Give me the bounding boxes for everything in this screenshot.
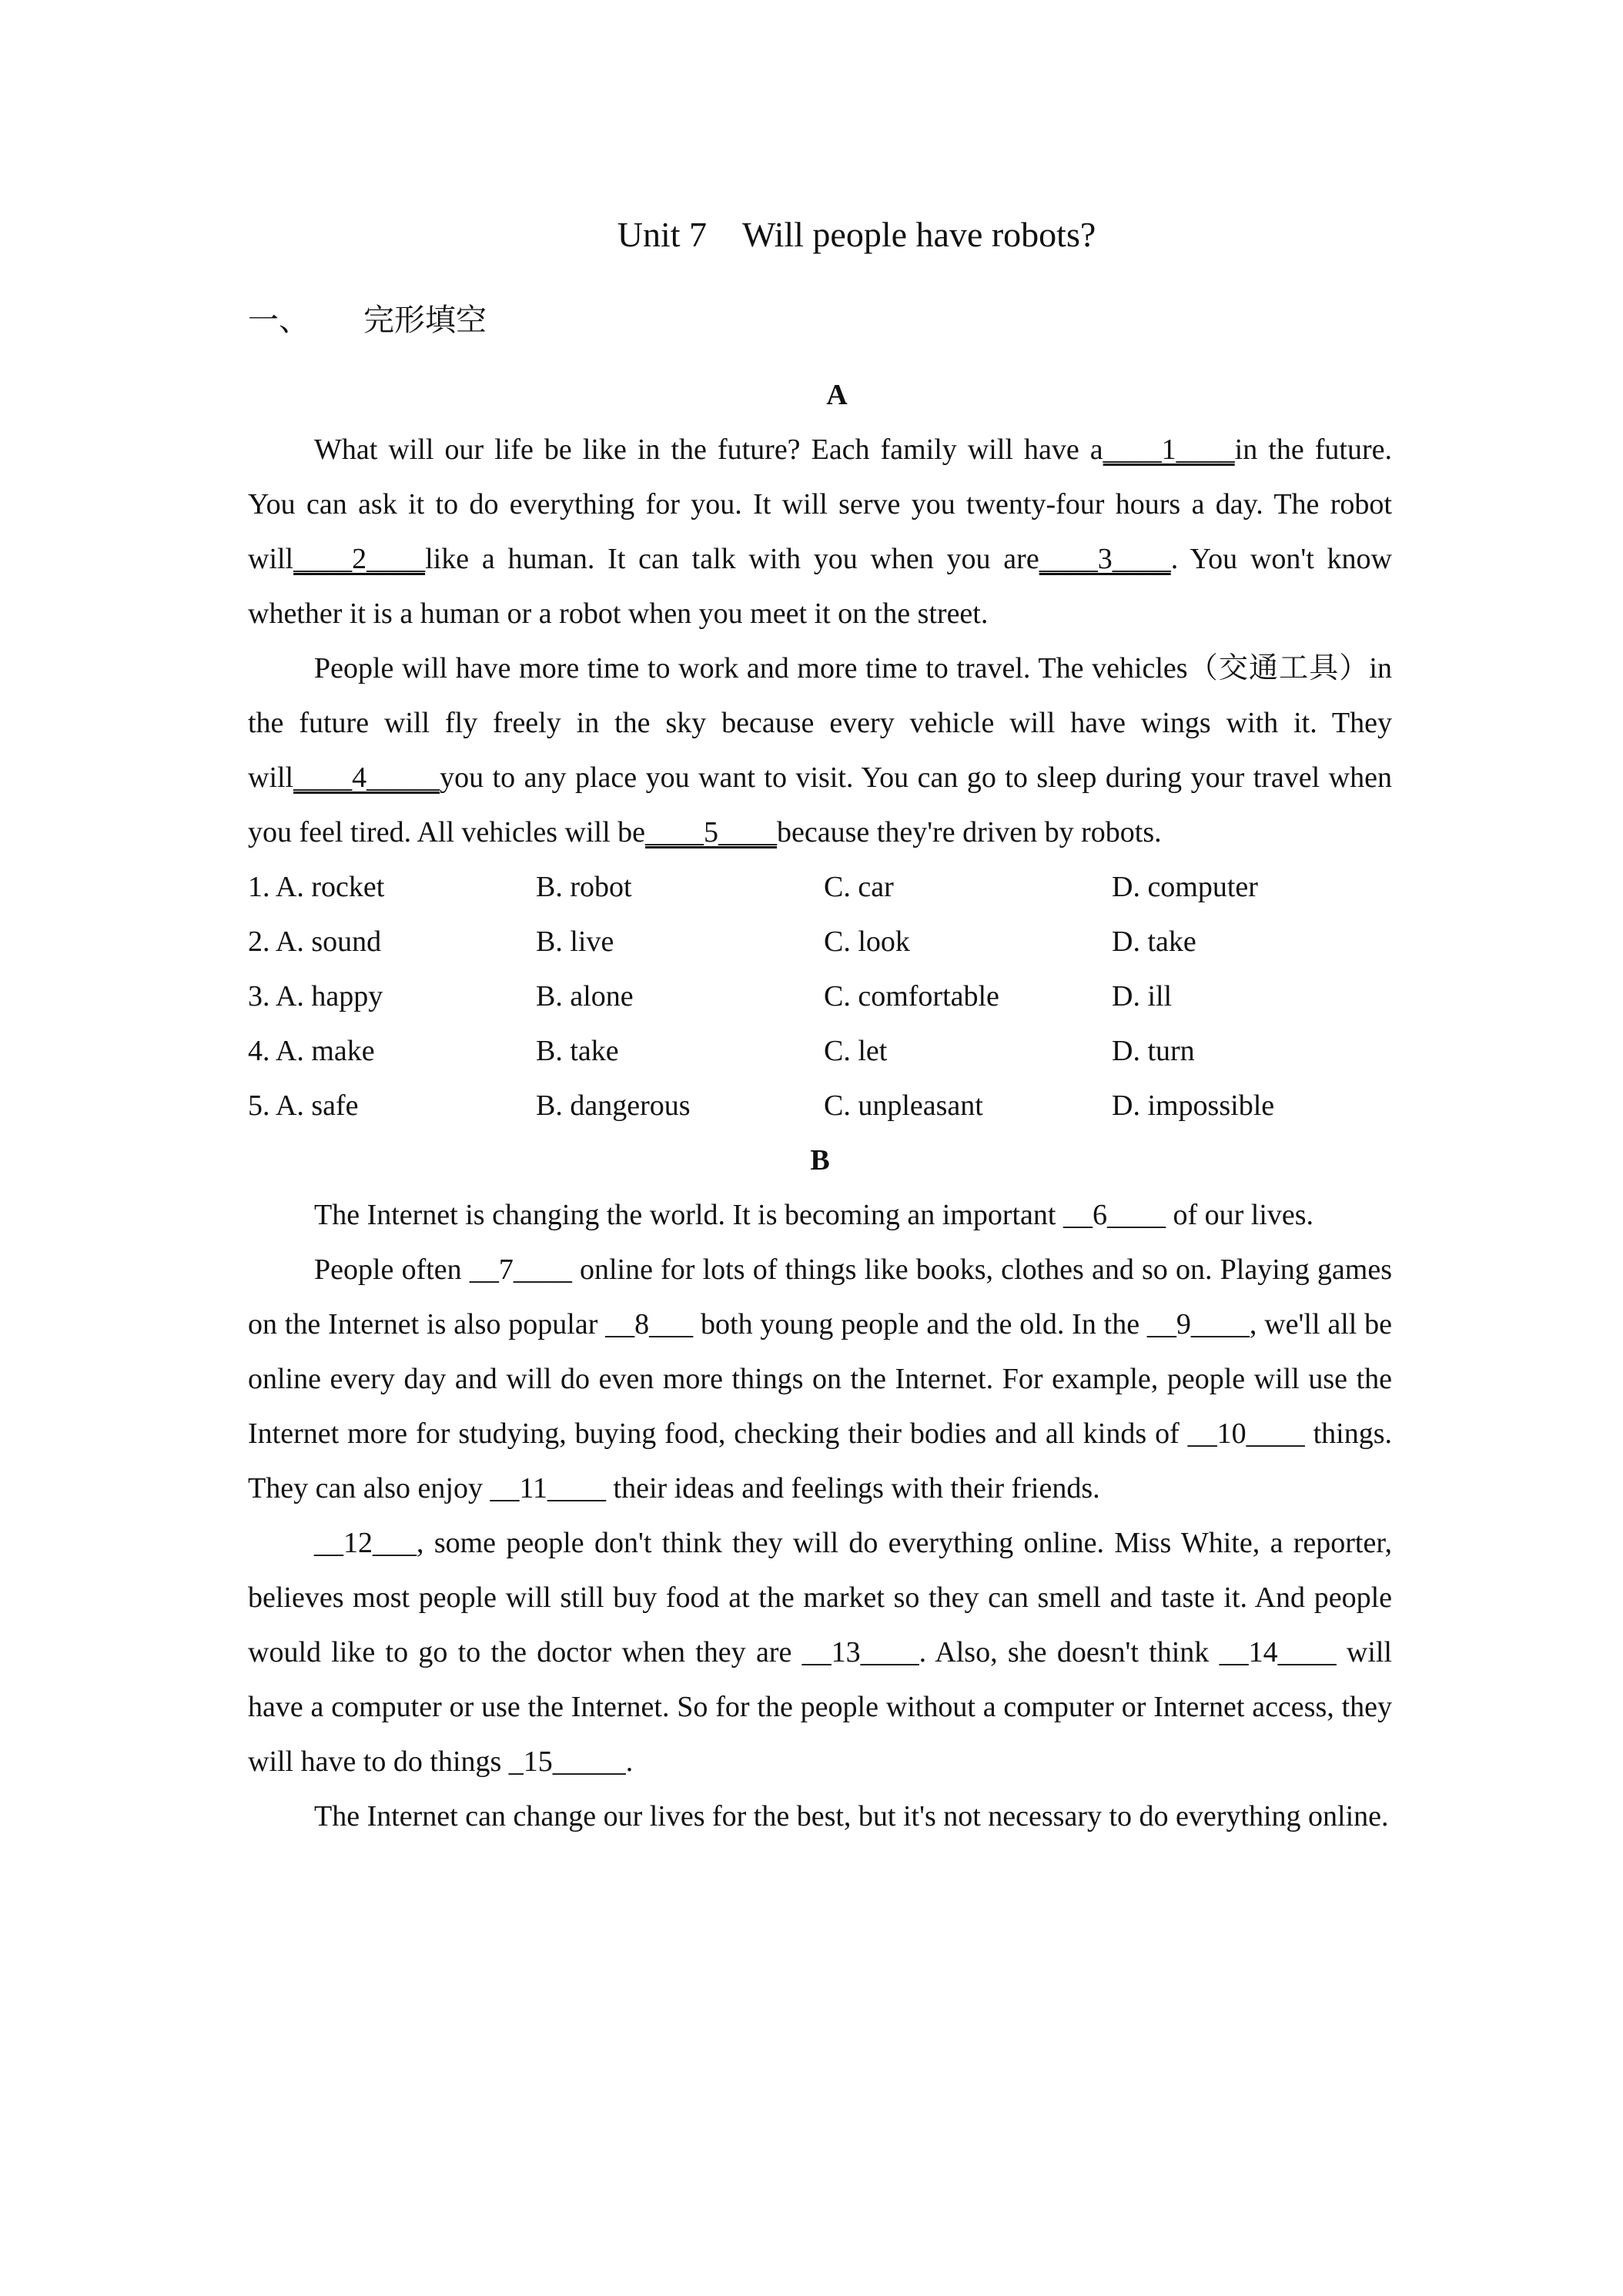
passage-a-heading: A xyxy=(826,379,848,411)
option-5a: 5. A. safe xyxy=(248,1089,359,1122)
option-1a: 1. A. rocket xyxy=(248,871,385,903)
passage-a-paragraph-1 xyxy=(248,423,1392,641)
passage-a-p1-text-4: . You won't know whether it is a human or a robot when you meet it on the street. xyxy=(248,543,1392,630)
section-label: 完形填空 xyxy=(363,303,487,338)
blank-1: ____1____ xyxy=(1103,433,1235,466)
blank-4: ____4_____ xyxy=(293,761,440,794)
passage-a-p1-text-2: in the future. You can ask it to do everything for you. It will serve you twenty-four hours a day. The robot will xyxy=(248,433,1392,575)
blank-5: ____5____ xyxy=(645,816,778,848)
passage-b-paragraph-3: __12___, some people don't think they will do everything online. Miss White, a reporter, believes most people will still buy food at the market so they can smell and taste it. And people would like to go to the doctor when they are __13____. Also, she doesn't think __14____ will have a computer or use the Internet. So for the people without a computer or Internet access, they will have to do things _15_____. xyxy=(248,1527,1392,1778)
option-row-3 xyxy=(248,969,1392,1024)
option-1d: D. computer xyxy=(1112,871,1258,903)
option-4b: B. take xyxy=(536,1035,619,1067)
option-3a: 3. A. happy xyxy=(248,980,383,1012)
option-row-4 xyxy=(248,1024,1392,1079)
blank-3: ____3____ xyxy=(1039,543,1171,575)
option-1b: B. robot xyxy=(536,871,632,903)
worksheet-content xyxy=(248,208,1392,1844)
blank-2: ____2____ xyxy=(293,543,426,575)
option-row-5 xyxy=(248,1079,1392,1133)
passage-a-p1-text-1: What will our life be like in the future? Each family will have a xyxy=(314,433,1103,466)
passage-a-p2-text-3: because they're driven by robots. xyxy=(777,816,1162,848)
answer-options xyxy=(248,860,1392,1133)
passage-b-heading: B xyxy=(810,1144,830,1176)
passage-a-p2-text-1: People will have more time to work and more time to travel. The vehicles（交通工具）in the future will fly freely in the sky because every vehicle will have wings with it. They will xyxy=(248,652,1392,794)
option-4a: 4. A. make xyxy=(248,1035,375,1067)
option-5b: B. dangerous xyxy=(536,1089,691,1122)
option-4d: D. turn xyxy=(1112,1035,1195,1067)
option-2c: C. look xyxy=(824,925,910,958)
option-5d: D. impossible xyxy=(1112,1089,1275,1122)
option-4c: C. let xyxy=(824,1035,888,1067)
section-number: 一、 xyxy=(248,303,310,338)
option-5c: C. unpleasant xyxy=(824,1089,983,1122)
option-row-2 xyxy=(248,915,1392,969)
option-3c: C. comfortable xyxy=(824,980,999,1012)
option-1c: C. car xyxy=(824,871,894,903)
option-2a: 2. A. sound xyxy=(248,925,382,958)
passage-b-paragraph-2: People often __7____ online for lots of things like books, clothes and so on. Playing games on the Internet is also popular __8___ both young people and the old. In the __9____, we'll all be online every day and will do even more things on the Internet. For example, people will use the Internet more for studying, buying food, checking their bodies and all kinds of __10____ things. They can also enjoy __11____ their ideas and feelings with their friends. xyxy=(248,1253,1392,1504)
page-title: Unit 7 Will people have robots? xyxy=(617,215,1096,254)
option-row-1 xyxy=(248,860,1392,915)
option-3b: B. alone xyxy=(536,980,634,1012)
passage-b-paragraph-4: The Internet can change our lives for the best, but it's not necessary to do everything online. xyxy=(314,1800,1389,1832)
section-header xyxy=(248,297,1392,343)
passage-a-p2-text-2: you to any place you want to visit. You can go to sleep during your travel when you feel tired. All vehicles will be xyxy=(248,761,1392,848)
option-2d: D. take xyxy=(1112,925,1196,958)
passage-a-paragraph-2 xyxy=(248,641,1392,860)
option-3d: D. ill xyxy=(1112,980,1173,1012)
option-2b: B. live xyxy=(536,925,614,958)
passage-b-paragraph-1: The Internet is changing the world. It is becoming an important __6____ of our lives. xyxy=(314,1199,1314,1231)
passage-a-p1-text-3: like a human. It can talk with you when you are xyxy=(425,543,1039,575)
